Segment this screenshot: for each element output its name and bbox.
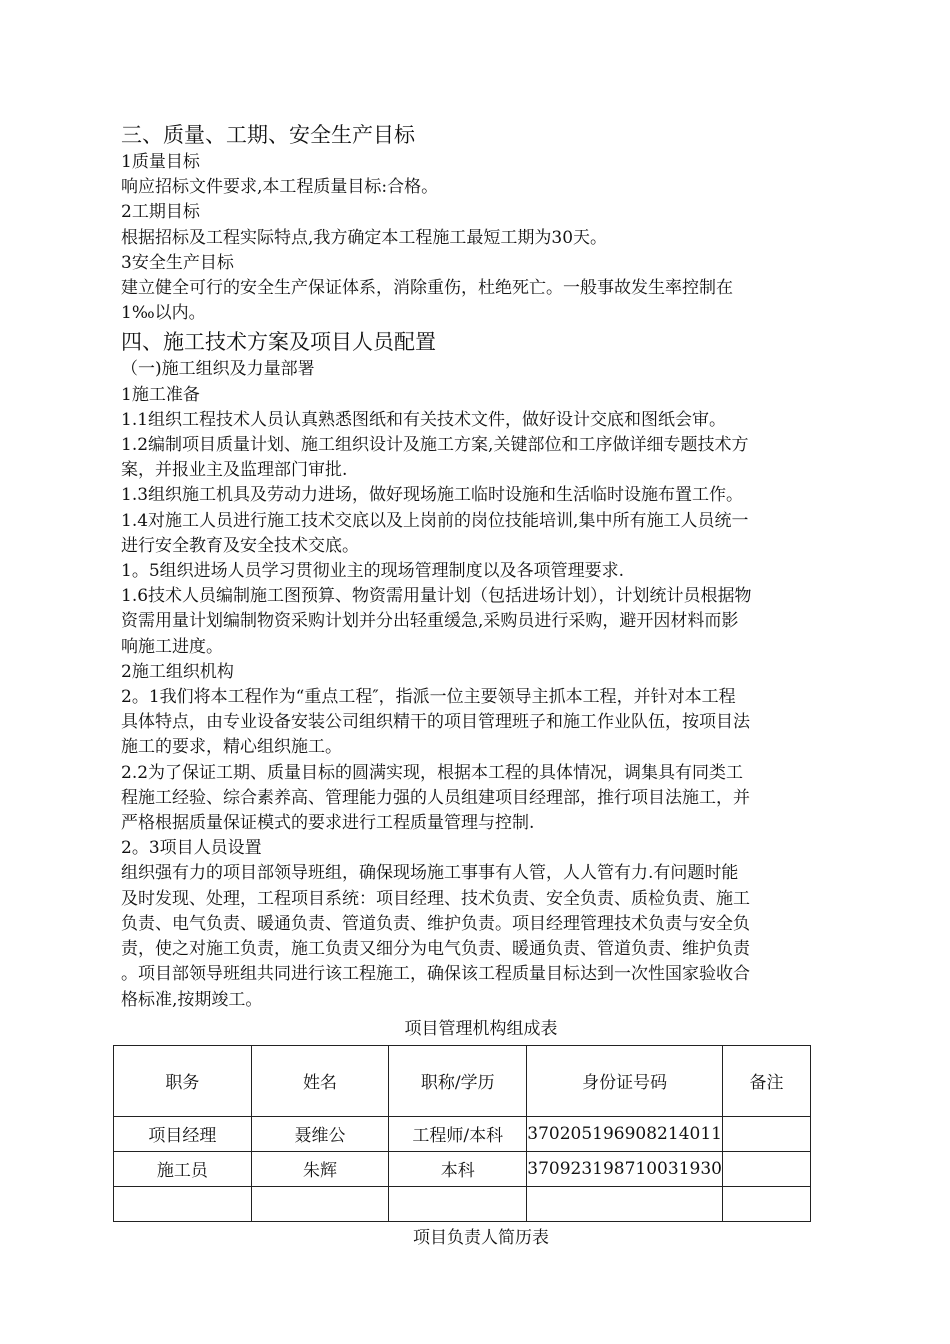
header-position: 职务 [114, 1045, 252, 1116]
paragraph-line: 响施工进度。 [121, 636, 223, 657]
paragraph-line: 资需用量计划编制物资采购计划并分出轻重缓急,采购员进行采购，避开因材料而影 [121, 611, 739, 632]
header-id-number: 身份证号码 [527, 1045, 723, 1116]
table-cell: 本科 [389, 1151, 527, 1186]
paragraph-line: 1。5组织进场人员学习贯彻业主的现场管理制度以及各项管理要求. [121, 561, 625, 582]
table-cell [723, 1151, 811, 1186]
table-cell [527, 1186, 723, 1221]
paragraph-line: 严格根据质量保证模式的要求进行工程质量管理与控制. [121, 813, 535, 834]
paragraph-line: 1.2编制项目质量计划、施工组织设计及施工方案,关键部位和工序做详细专题技术方 [121, 435, 749, 456]
table-row [114, 1186, 811, 1221]
section-4-heading: 四、施工技术方案及项目人员配置 [121, 330, 436, 355]
paragraph-line: 施工的要求，精心组织施工。 [121, 737, 342, 758]
quality-goal-heading: 1质量目标 [121, 152, 200, 172]
table-cell: 朱辉 [251, 1151, 389, 1186]
header-title: 职称/学历 [389, 1045, 527, 1116]
paragraph-line: 2.2为了保证工期、质量目标的圆满实现，根据本工程的具体情况，调集具有同类工 [121, 762, 744, 783]
table-cell [251, 1186, 389, 1221]
subsection-heading: （一)施工组织及力量部署 [121, 359, 315, 380]
paragraph-line: 2。3项目人员设置 [121, 838, 262, 859]
paragraph-line: 负责、电气负责、暖通负责、管道负责、维护负责。项目经理管理技术负责与安全负 [121, 913, 750, 934]
table-cell: 项目经理 [114, 1116, 252, 1151]
table-cell [389, 1186, 527, 1221]
table-caption: 项目管理机构组成表 [404, 1018, 558, 1039]
paragraph-line: 组织强有力的项目部领导班组，确保现场施工事事有人管，人人管有力.有问题时能 [121, 863, 739, 884]
document-page [121, 118, 841, 1254]
table-cell: 370205196908214011 [527, 1116, 723, 1151]
staff-table [113, 1045, 811, 1222]
paragraph-line: 及时发现、处理，工程项目系统：项目经理、技术负责、安全负责、质检负责、施工 [121, 888, 750, 909]
paragraph-line: 1施工准备 [121, 384, 200, 405]
paragraph-line: 具体特点，由专业设备安装公司组织精干的项目管理班子和施工作业队伍，按项目法 [121, 712, 750, 733]
quality-goal-text: 响应招标文件要求,本工程质量目标:合格。 [121, 177, 439, 198]
paragraph-line: 进行安全教育及安全技术交底。 [121, 535, 359, 556]
table-cell [114, 1186, 252, 1221]
paragraph-line: 责，使之对施工负责，施工负责又细分为电气负责、暖通负责、管道负责、维护负责 [121, 939, 750, 960]
paragraph-line: 1.1组织工程技术人员认真熟悉图纸和有关技术文件，做好设计交底和图纸会审。 [121, 409, 727, 430]
paragraph-line: 2施工组织机构 [121, 661, 234, 682]
table-cell [723, 1186, 811, 1221]
section-3-heading: 三、质量、工期、安全生产目标 [121, 123, 415, 147]
paragraph-line: 程施工经验、综合素养高、管理能力强的人员组建项目经理部，推行项目法施工，并 [121, 787, 750, 808]
table-header-row [114, 1045, 811, 1116]
header-name: 姓名 [251, 1045, 389, 1116]
paragraph-line: 案，并报业主及监理部门审批. [121, 460, 348, 481]
safety-goal-heading: 3安全生产目标 [121, 252, 234, 273]
paragraph-line: 。项目部领导班组共同进行该工程施工，确保该工程质量目标达到一次性国家验收合 [121, 964, 750, 985]
paragraph-line: 2。1我们将本工程作为“重点工程″，指派一位主要领导主抓本工程，并针对本工程 [121, 687, 736, 708]
paragraph-line: 1.3组织施工机具及劳动力进场，做好现场施工临时设施和生活临时设施布置工作。 [121, 485, 744, 506]
table-row [114, 1116, 811, 1151]
schedule-goal-text: 根据招标及工程实际特点,我方确定本工程施工最短工期为30天。 [121, 227, 608, 248]
schedule-goal-heading: 2工期目标 [121, 202, 200, 223]
table-cell [723, 1116, 811, 1151]
paragraph-line: 1.6技术人员编制施工图预算、物资需用量计划（包括进场计划），计划统计员根据物 [121, 586, 752, 607]
table-cell: 聂维公 [251, 1116, 389, 1151]
table-cell: 工程师/本科 [389, 1116, 527, 1151]
resume-table-caption: 项目负责人简历表 [413, 1227, 549, 1248]
table-cell: 370923198710031930 [527, 1151, 723, 1186]
header-remarks: 备注 [723, 1045, 811, 1116]
safety-goal-text-1: 建立健全可行的安全生产保证体系，消除重伤，杜绝死亡。一般事故发生率控制在 [121, 278, 733, 299]
table-row [114, 1151, 811, 1186]
safety-goal-text-2: 1‰以内。 [121, 303, 206, 324]
paragraph-line: 格标准,按期竣工。 [121, 989, 263, 1010]
table-cell: 施工员 [114, 1151, 252, 1186]
paragraph-line: 1.4对施工人员进行施工技术交底以及上岗前的岗位技能培训,集中所有施工人员统一 [121, 510, 749, 531]
